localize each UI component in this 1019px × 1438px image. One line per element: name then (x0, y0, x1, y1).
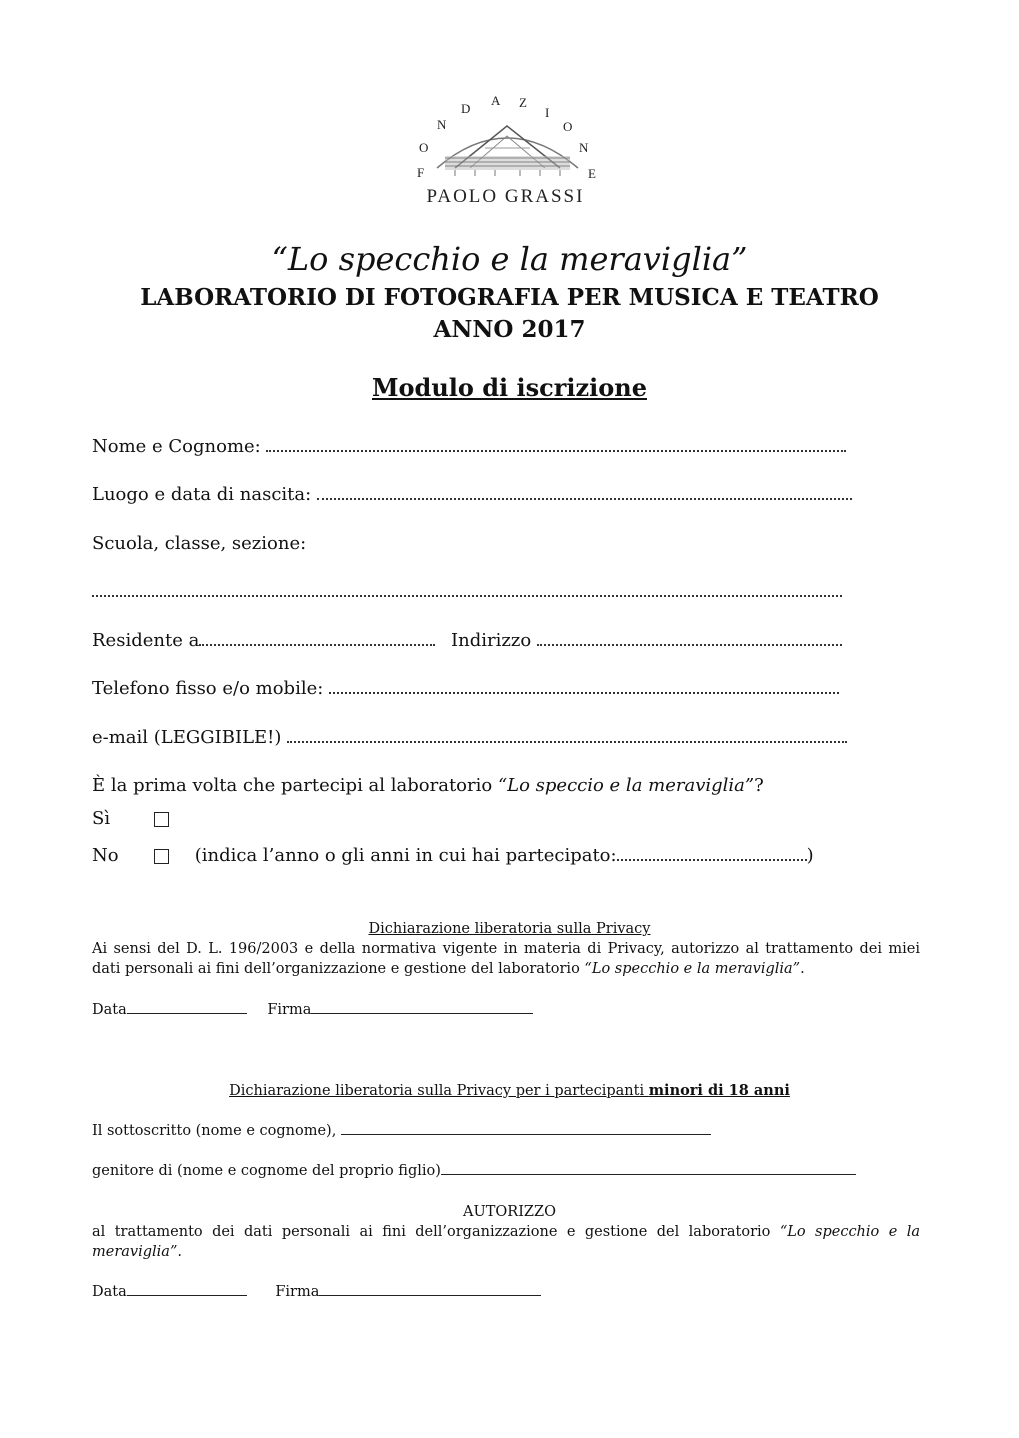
logo-brand: PAOLO GRASSI (426, 186, 585, 207)
minors-text: al trattamento dei dati personali ai fini dell’organizzazione e gestione del laboratorio “Lo specchio e la meraviglia”. (92, 1224, 920, 1260)
email-input-line[interactable] (287, 727, 847, 743)
first-time-question: È la prima volta che partecipi al laboratorio “Lo speccio e la meraviglia”? (92, 775, 764, 796)
email-field[interactable] (92, 727, 847, 749)
event-title: “Lo specchio e la meraviglia” (271, 240, 748, 278)
minors-sign-line[interactable] (319, 1282, 541, 1296)
authorize-heading: AUTORIZZO (463, 1204, 556, 1220)
date-line[interactable] (127, 1000, 247, 1014)
event-year: ANNO 2017 (433, 316, 586, 343)
event-subtitle: LABORATORIO DI FOTOGRAFIA PER MUSICA E TEATRO (140, 284, 879, 311)
option-no-label: No (92, 845, 119, 866)
name-input-line[interactable] (266, 436, 846, 452)
address-label: Indirizzo (451, 630, 532, 651)
minors-date-label: Data (92, 1284, 127, 1300)
privacy-heading: Dichiarazione liberatoria sulla Privacy (368, 921, 651, 937)
school-input-line[interactable] (92, 581, 842, 597)
school-label: Scuola, classe, sezione: (92, 533, 307, 554)
name-field[interactable] (92, 436, 846, 458)
undersigned-field[interactable] (92, 1121, 711, 1141)
option-yes-label: Sì (92, 808, 111, 829)
undersigned-label: Il sottoscritto (nome e cognome), (92, 1123, 337, 1139)
date-label: Data (92, 1002, 127, 1018)
resident-label: Residente a (92, 630, 200, 651)
minors-signature-row (92, 1282, 541, 1302)
residence-field[interactable] (92, 630, 842, 652)
minors-heading: Dichiarazione liberatoria sulla Privacy per i partecipanti minori di 18 anni (229, 1082, 790, 1099)
birth-input-line[interactable] (317, 484, 852, 500)
option-no[interactable] (92, 845, 814, 867)
phone-label: Telefono fisso e/o mobile: (92, 678, 324, 699)
form-title: Modulo di iscrizione (371, 373, 647, 402)
birth-label: Luogo e data di nascita: (92, 484, 312, 505)
resident-input-line[interactable] (199, 630, 435, 646)
theatre-building-icon (435, 118, 580, 178)
parent-field[interactable] (92, 1161, 856, 1181)
privacy-text: Ai sensi del D. L. 196/2003 e della normativa vigente in materia di Privacy, autorizzo al trattamento dei miei dati personali ai fini dell’organizzazione e gestione del laboratorio “Lo specchio e la meraviglia”. (92, 941, 920, 977)
phone-field[interactable] (92, 678, 839, 700)
no-note: (indica l’anno o gli anni in cui hai partecipato: ) (194, 845, 814, 866)
privacy-signature-row (92, 1000, 533, 1020)
address-input-line[interactable] (537, 630, 842, 646)
minors-date-line[interactable] (127, 1282, 247, 1296)
phone-input-line[interactable] (329, 678, 839, 694)
parent-label: genitore di (nome e cognome del proprio figlio) (92, 1163, 441, 1179)
undersigned-line[interactable] (341, 1121, 711, 1135)
name-label: Nome e Cognome: (92, 436, 261, 457)
yes-checkbox[interactable] (154, 812, 169, 827)
no-checkbox[interactable] (154, 849, 169, 864)
sign-line[interactable] (311, 1000, 533, 1014)
parent-line[interactable] (441, 1161, 856, 1175)
years-input-line[interactable] (617, 845, 807, 861)
minors-sign-label: Firma (275, 1284, 320, 1300)
birth-field[interactable] (92, 484, 852, 506)
sign-label: Firma (267, 1002, 312, 1018)
option-yes[interactable] (92, 808, 169, 830)
school-field[interactable] (92, 581, 842, 603)
email-label: e-mail (LEGGIBILE!) (92, 727, 282, 748)
